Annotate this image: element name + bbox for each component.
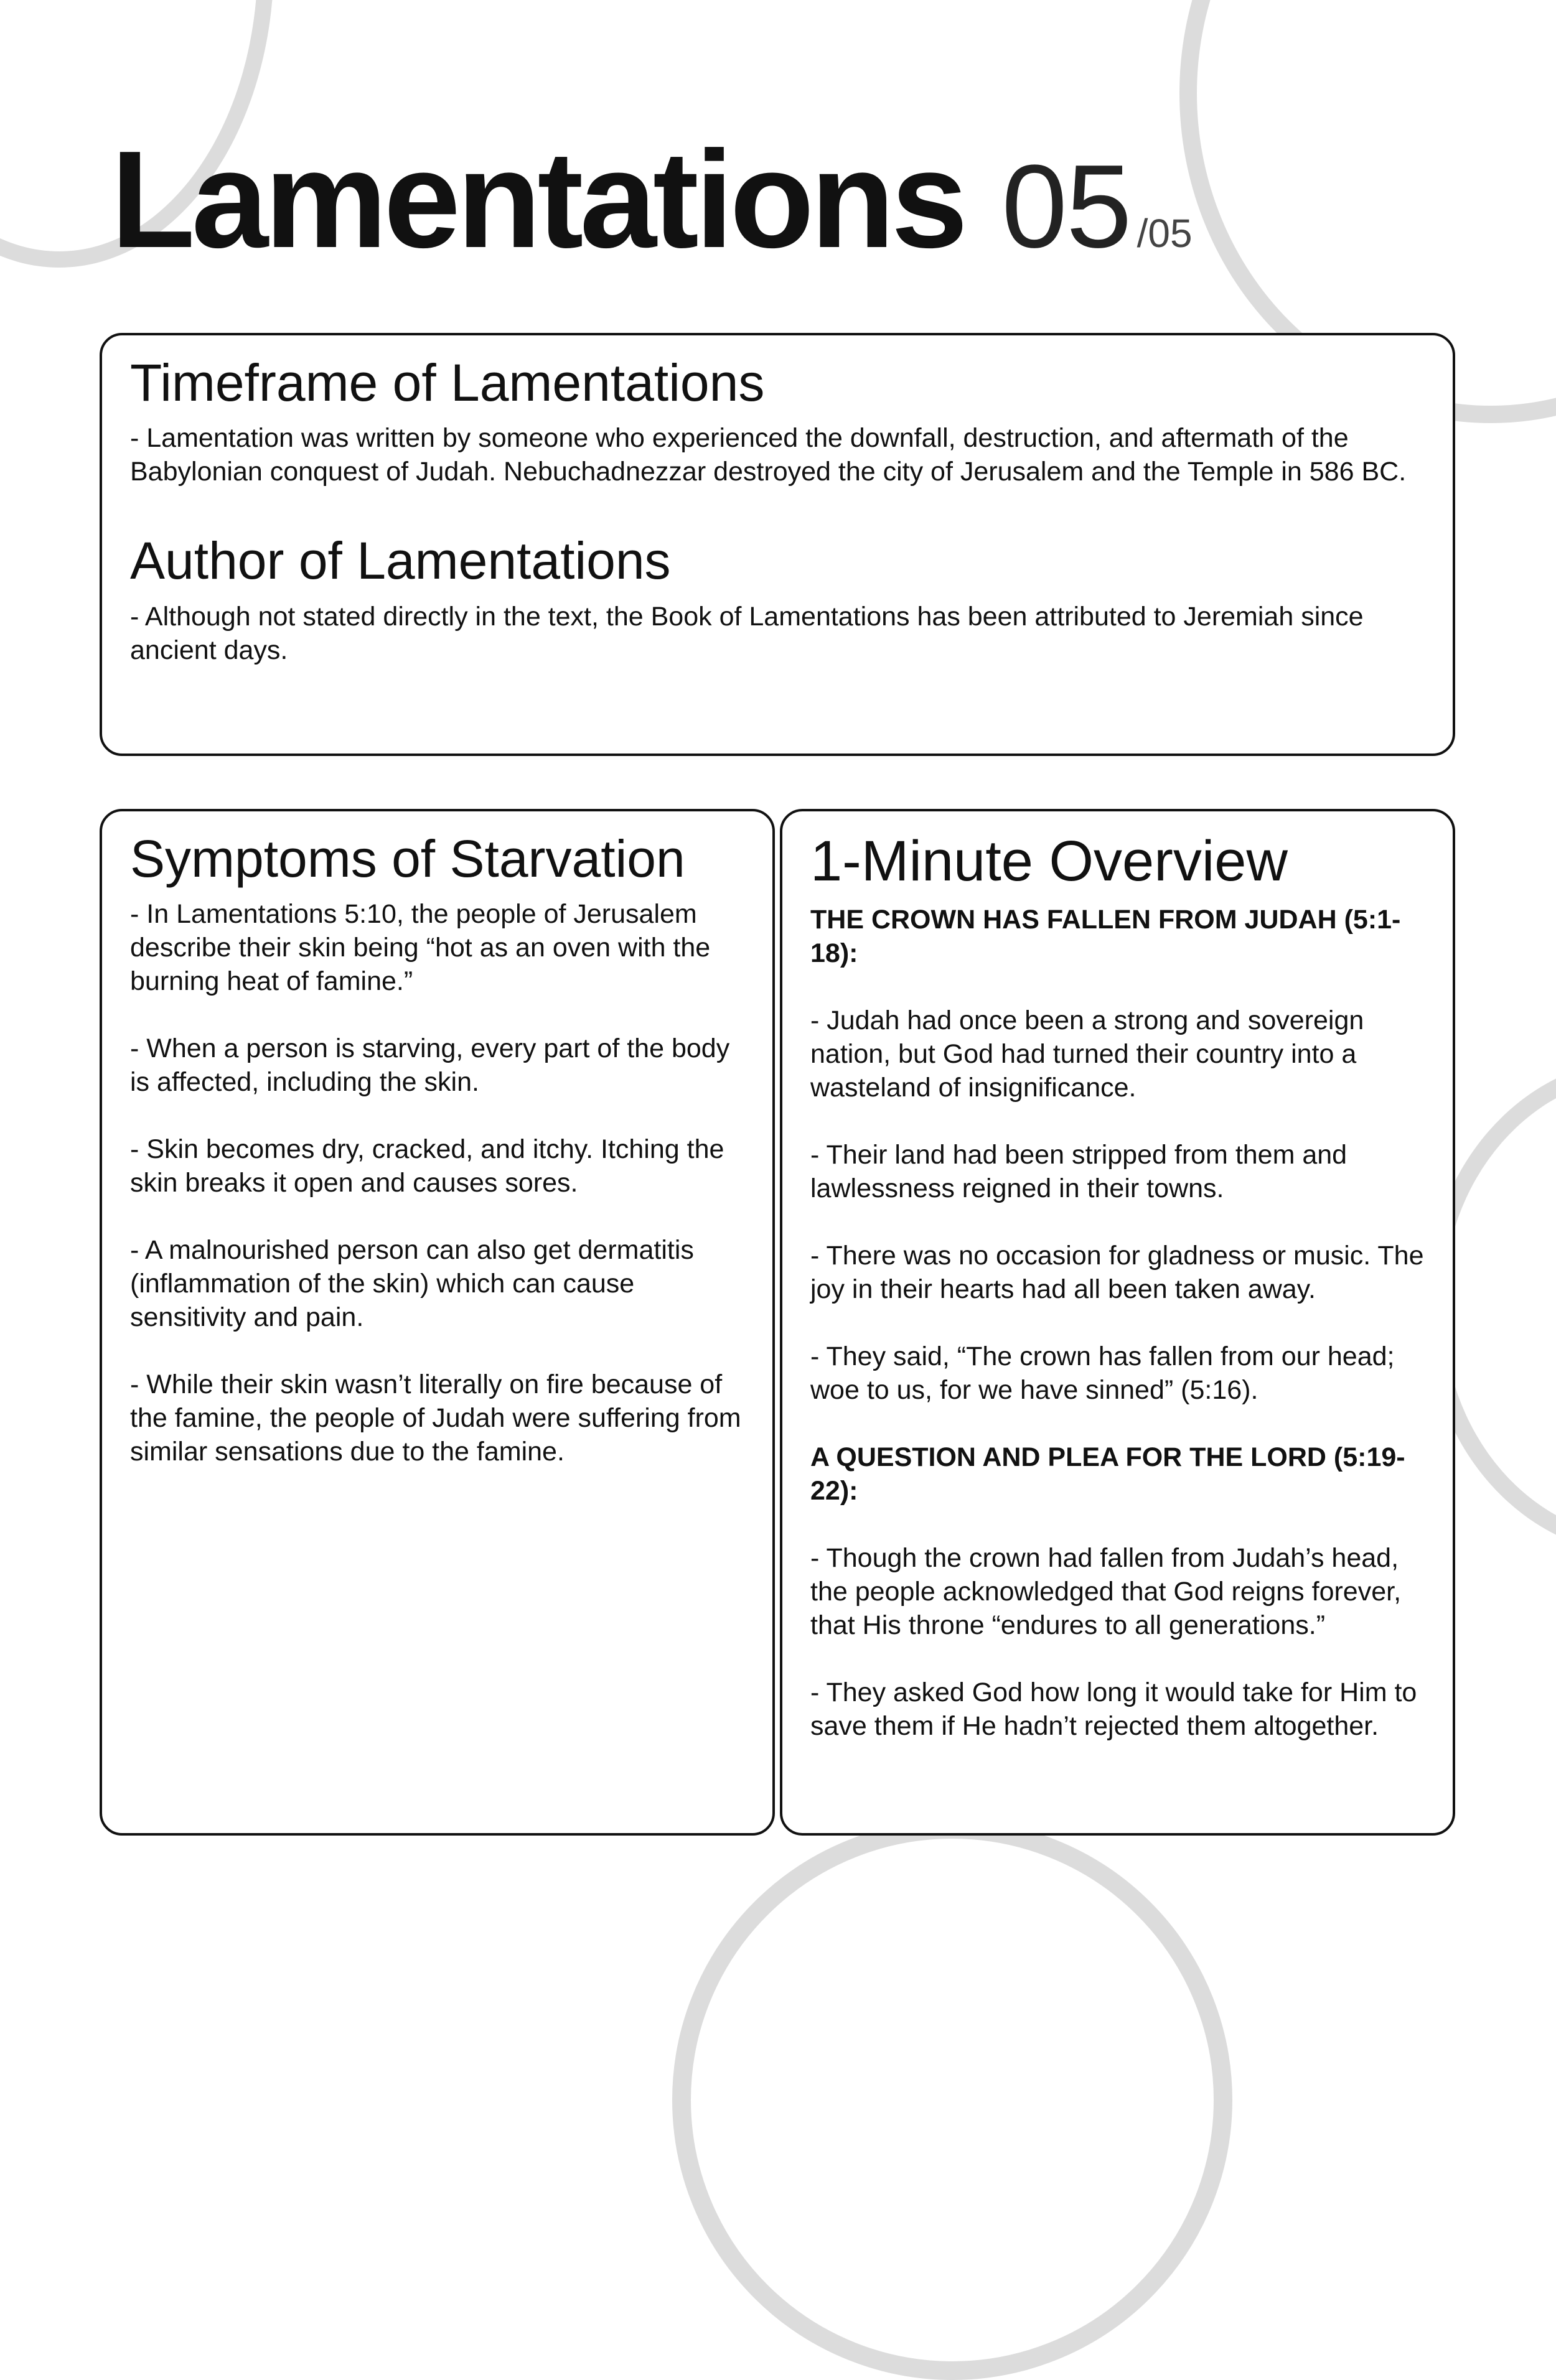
symptoms-paragraph: - In Lamentations 5:10, the people of Jerusalem describe their skin being “hot as an oven with the burning heat of famine.” — [130, 899, 711, 997]
symptoms-heading: Symptoms of Starvation — [130, 829, 685, 888]
page-title — [111, 123, 1193, 280]
overview-section-title: THE CROWN HAS FALLEN FROM JUDAH (5:1-18): — [810, 905, 1401, 969]
timeframe-body: - Lamentation was written by someone who experienced the downfall, destruction, and aftermath of the Babylonian conquest of Judah. Nebuchadnezzar destroyed the city of Jerusalem and the Temple in 586 BC. — [130, 423, 1407, 487]
overview-section-title: A QUESTION AND PLEA FOR THE LORD (5:19-22): — [810, 1442, 1405, 1506]
author-body: - Although not stated directly in the text, the Book of Lamentations has been attributed to Jeremiah since ancient days. — [130, 601, 1364, 665]
overview-paragraph: - Their land had been stripped from them and lawlessness reigned in their towns. — [810, 1140, 1347, 1204]
page-title-text: Lamentations — [111, 123, 965, 277]
timeframe-heading: Timeframe of Lamentations — [130, 353, 765, 412]
overview-paragraph: - There was no occasion for gladness or music. The joy in their hearts had all been taken away. — [810, 1241, 1424, 1305]
overview-paragraph: - Though the crown had fallen from Judah’s head, the people acknowledged that God reigns forever, that His throne “endures to all generations.” — [810, 1543, 1402, 1641]
symptoms-paragraph: - A malnourished person can also get dermatitis (inflammation of the skin) which can cause sensitivity and pain. — [130, 1235, 694, 1333]
timeframe-author-panel — [100, 333, 1455, 756]
author-heading: Author of Lamentations — [130, 531, 671, 590]
page-total: /05 — [1137, 211, 1193, 256]
overview-panel — [780, 809, 1455, 1836]
symptoms-panel — [100, 809, 775, 1836]
symptoms-paragraph: - When a person is starving, every part of the body is affected, including the skin. — [130, 1034, 730, 1098]
overview-paragraph: - Judah had once been a strong and sovereign nation, but God had turned their country into a wasteland of insignificance. — [810, 1006, 1364, 1103]
page-number: 05 — [1001, 141, 1131, 273]
overview-heading: 1-Minute Overview — [810, 829, 1288, 893]
symptoms-paragraph: - While their skin wasn’t literally on fire because of the famine, the people of Judah were suffering from similar sensations due to the famine. — [130, 1370, 741, 1467]
overview-paragraph: - They asked God how long it would take for Him to save them if He hadn’t rejected them altogether. — [810, 1678, 1417, 1742]
overview-paragraph: - They said, “The crown has fallen from our head; woe to us, for we have sinned” (5:16). — [810, 1342, 1395, 1406]
symptoms-paragraph: - Skin becomes dry, cracked, and itchy. Itching the skin breaks it open and causes sores. — [130, 1134, 724, 1198]
decorative-ring — [672, 1820, 1232, 2380]
